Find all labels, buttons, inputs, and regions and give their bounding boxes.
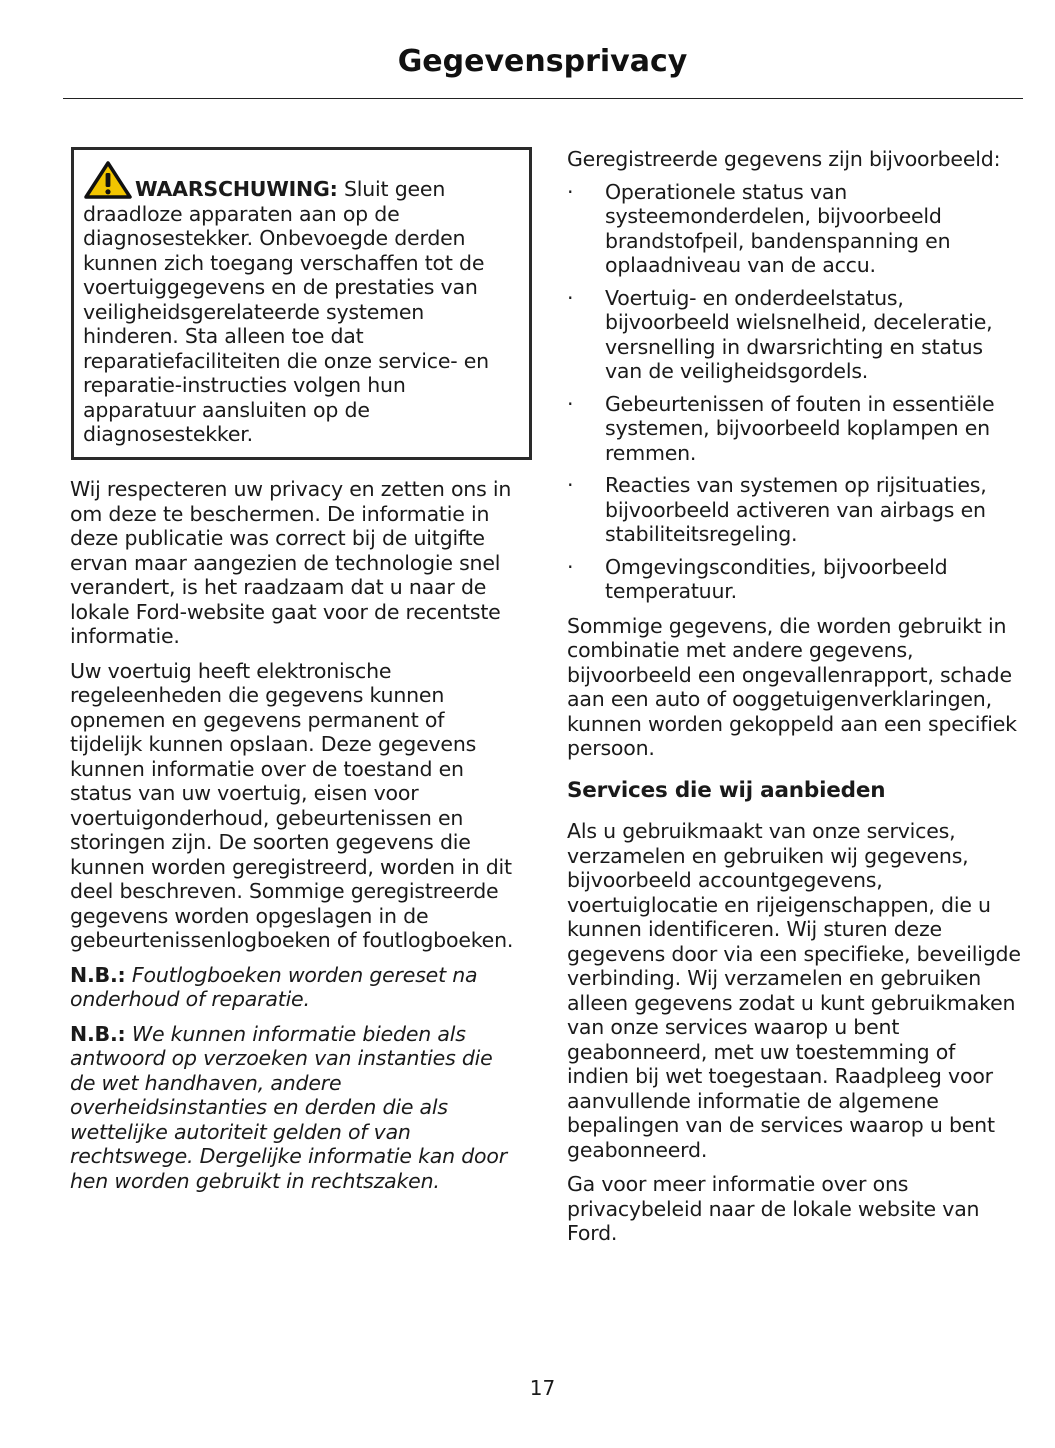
bullet-marker: · [567, 285, 574, 310]
right-column [567, 147, 1022, 1246]
note-authorities [70, 1022, 522, 1194]
warning-paragraph [83, 160, 523, 447]
title-divider [63, 98, 1023, 99]
recorded-data-intro: Geregistreerde gegevens zijn bijvoorbeeld: [567, 147, 1001, 171]
more-info-paragraph: Ga voor meer informatie over ons privacybeleid naar de lokale website van Ford. [567, 1172, 980, 1245]
list-item: · Gebeurtenissen of fouten in essentiële systemen, bijvoorbeeld koplampen en remmen. [567, 391, 995, 465]
privacy-paragraph: Wij respecteren uw privacy en zetten ons in om deze te beschermen. De informatie in deze publicatie was correct bij de uitgifte ervan maar aangezien de technologie snel verandert, is het raadzaam dat u naar de lokale Ford-website gaat voor de recentste informatie. [70, 477, 512, 648]
control-units-paragraph: Uw voertuig heeft elektronische regeleenheden die gegevens kunnen opnemen en gegevens permanent of tijdelijk kunnen opslaan. Deze gegevens kunnen informatie over de toestand en status van uw voertuig, eisen voor voertuigonderhoud, gebeurtenissen en storingen zijn. De soorten gegevens die kunnen worden geregistreerd, worden in dit deel beschreven. Sommige geregistreerde gegevens worden opgeslagen in de gebeurtenissenlogboeken of foutlogboeken. [70, 658, 514, 952]
page-title: Gegevensprivacy [397, 44, 688, 79]
warning-triangle-icon [83, 160, 133, 200]
bullet-marker: · [567, 179, 574, 204]
list-item: · Reacties van systemen op rijsituaties, bijvoorbeeld activeren van airbags en stabiliteitsregeling. [567, 473, 987, 546]
services-paragraph: Als u gebruikmaakt van onze services, verzamelen en gebruiken wij gegevens, bijvoorbeeld accountgegevens, voertuiglocatie en rijeigenschappen, die u kunnen identificeren. Wij sturen deze gegevens door via een specifieke, beveiligde verbinding. Wij verzamelen en gebruiken alleen gegevens zodat u kunt gebruikmaken van onze services waarop u bent geabonneerd, met uw toestemming of indien bij wet toegestaan. Raadpleeg voor aanvullende informatie de algemene bepalingen van de services waarop u bent geabonneerd. [567, 819, 1021, 1162]
bullet-marker: · [567, 473, 574, 497]
section-heading: Services die wij aanbieden [567, 777, 886, 803]
note-fault-logs [70, 963, 522, 1012]
left-column [70, 477, 522, 1193]
note-text: We kunnen informatie bieden als antwoord op verzoeken van instanties die de wet handhaven, andere overheidsinstanties en derden die als wettelijke autoriteit gelden of van rechtswege. Dergelijke informatie kan door hen worden gebruikt in rechtszaken. [70, 1021, 507, 1193]
note-label: N.B.: [70, 1021, 126, 1046]
list-item: · Voertuig- en onderdeelstatus, bijvoorbeeld wielsnelheid, deceleratie, versnelling in dwarsrichting en status van de veiligheidsgordels. [567, 285, 993, 383]
warning-label: WAARSCHUWING: [135, 177, 338, 201]
bullet-marker: · [567, 391, 574, 416]
note-text: Foutlogboeken worden gereset na onderhoud of reparatie. [70, 962, 478, 1011]
bullet-marker: · [567, 554, 574, 579]
combined-data-paragraph: Sommige gegevens, die worden gebruikt in combinatie met andere gegevens, bijvoorbeeld een ongevallenrapport, schade aan een auto of ooggetuigenverklaringen, kunnen worden gekoppeld aan een specifiek persoon. [567, 613, 1017, 760]
warning-box [71, 147, 532, 460]
note-label: N.B.: [70, 962, 126, 987]
recorded-data-list [567, 180, 1022, 604]
page-number: 17 [529, 1376, 556, 1400]
list-item: · Omgevingscondities, bijvoorbeeld temperatuur. [567, 554, 948, 603]
list-item: · Operationele status van systeemonderdelen, bijvoorbeeld brandstofpeil, bandenspanning en oplaadniveau van de accu. [567, 179, 951, 277]
warning-text: Sluit geen draadloze apparaten aan op de diagnosestekker. Onbevoegde derden kunnen zich toegang verschaffen tot de voertuiggegevens en de prestaties van veiligheidsgerelateerde systemen hinderen. Sta alleen toe dat reparatiefaciliteiten die onze service- en reparatie-instructies volgen hun apparatuur aansluiten op de diagnosestekker. [83, 177, 489, 446]
